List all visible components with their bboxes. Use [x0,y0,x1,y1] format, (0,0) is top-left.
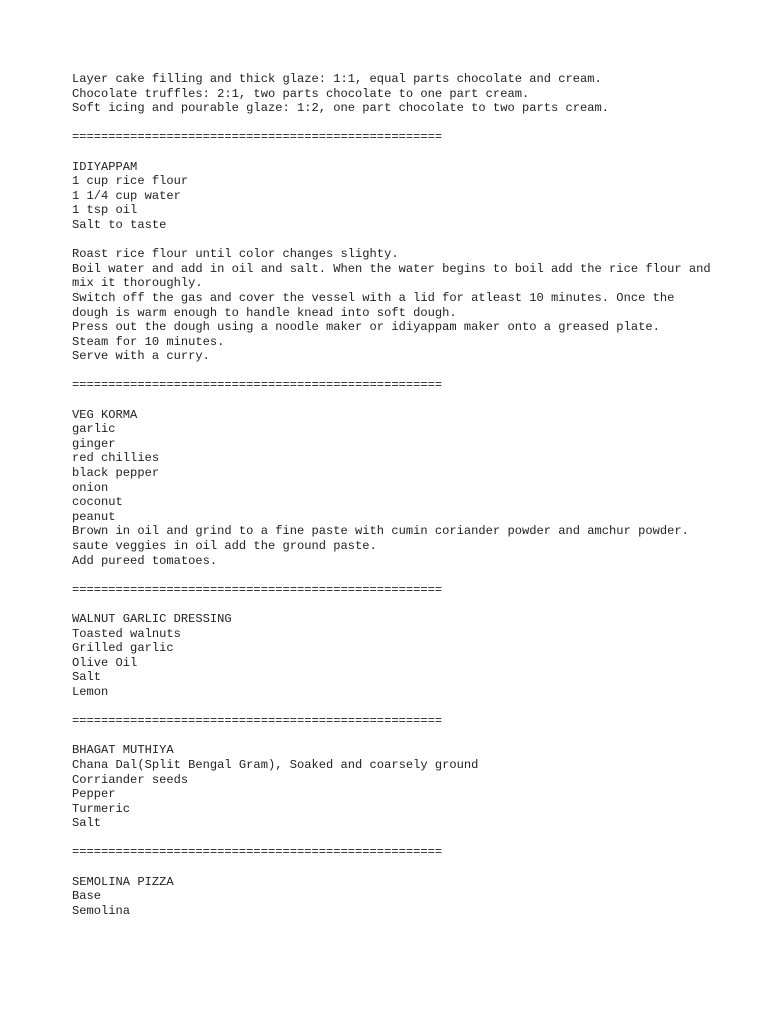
text-line: peanut [72,509,116,524]
text-block [72,72,712,116]
text-line: Steam for 10 minutes. [72,334,225,349]
section-separator [72,714,712,729]
text-block [72,743,712,831]
text-block [72,247,718,364]
text-line: Chocolate truffles: 2:1, two parts chocolate to one part cream. [72,86,530,101]
text-line: BHAGAT MUTHIYA [72,743,174,758]
text-line: Salt [72,816,102,831]
text-line: garlic [72,422,116,437]
separator-line: =================================================== [72,714,443,729]
text-line: Roast rice flour until color changes slighty. [72,247,399,262]
text-block [72,612,712,700]
text-line: Turmeric [72,801,131,816]
section-separator [72,583,712,598]
text-line: Add pureed tomatoes. [72,553,218,568]
section-separator [72,378,712,393]
text-line: Olive Oil [72,655,138,670]
text-line: Brown in oil and grind to a fine paste with cumin coriander powder and amchur powder. [72,524,689,539]
text-block [72,875,712,919]
text-line: Press out the dough using a noodle maker or idiyappam maker onto a greased plate. [72,320,660,335]
text-line: Soft icing and pourable glaze: 1:2, one part chocolate to two parts cream. [72,101,610,116]
text-line: coconut [72,495,123,510]
separator-line: =================================================== [72,582,443,597]
text-line: WALNUT GARLIC DRESSING [72,611,232,626]
text-line: IDIYAPPAM [72,159,138,174]
text-line: VEG KORMA [72,407,138,422]
text-line: Switch off the gas and cover the vessel with a lid for atleast 10 minutes. Once the dough is warm enough to handle knead into soft dough. [72,290,682,320]
text-line: Lemon [72,684,109,699]
text-line: onion [72,480,109,495]
text-block [72,160,712,233]
text-line: Grilled garlic [72,641,174,656]
text-line: 1 tsp oil [72,203,138,218]
text-line: Toasted walnuts [72,626,181,641]
text-line: Salt [72,670,102,685]
text-line: Layer cake filling and thick glaze: 1:1, equal parts chocolate and cream. [72,72,602,86]
text-line: 1 cup rice flour [72,174,189,189]
text-line: saute veggies in oil add the ground paste. [72,539,377,553]
separator-line: =================================================== [72,378,443,393]
text-line: red chillies [72,451,160,466]
text-line: Pepper [72,787,116,802]
text-line: Salt to taste [72,217,167,232]
text-line: Base [72,889,102,904]
text-line: Serve with a curry. [72,349,210,364]
text-line: Semolina [72,903,131,918]
text-line: Chana Dal(Split Bengal Gram), Soaked and coarsely ground [72,757,479,772]
separator-line: =================================================== [72,130,443,145]
text-line: 1 1/4 cup water [72,188,181,203]
separator-line: =================================================== [72,845,443,860]
text-line: Boil water and add in oil and salt. When the water begins to boil add the rice flour and mix it thoroughly. [72,261,718,291]
document-page [72,72,718,918]
text-line: Corriander seeds [72,772,189,787]
text-line: ginger [72,436,116,451]
text-line: SEMOLINA PIZZA [72,874,174,889]
text-line: black pepper [72,466,160,481]
text-block [72,408,712,569]
section-separator [72,845,712,860]
section-separator [72,130,712,145]
